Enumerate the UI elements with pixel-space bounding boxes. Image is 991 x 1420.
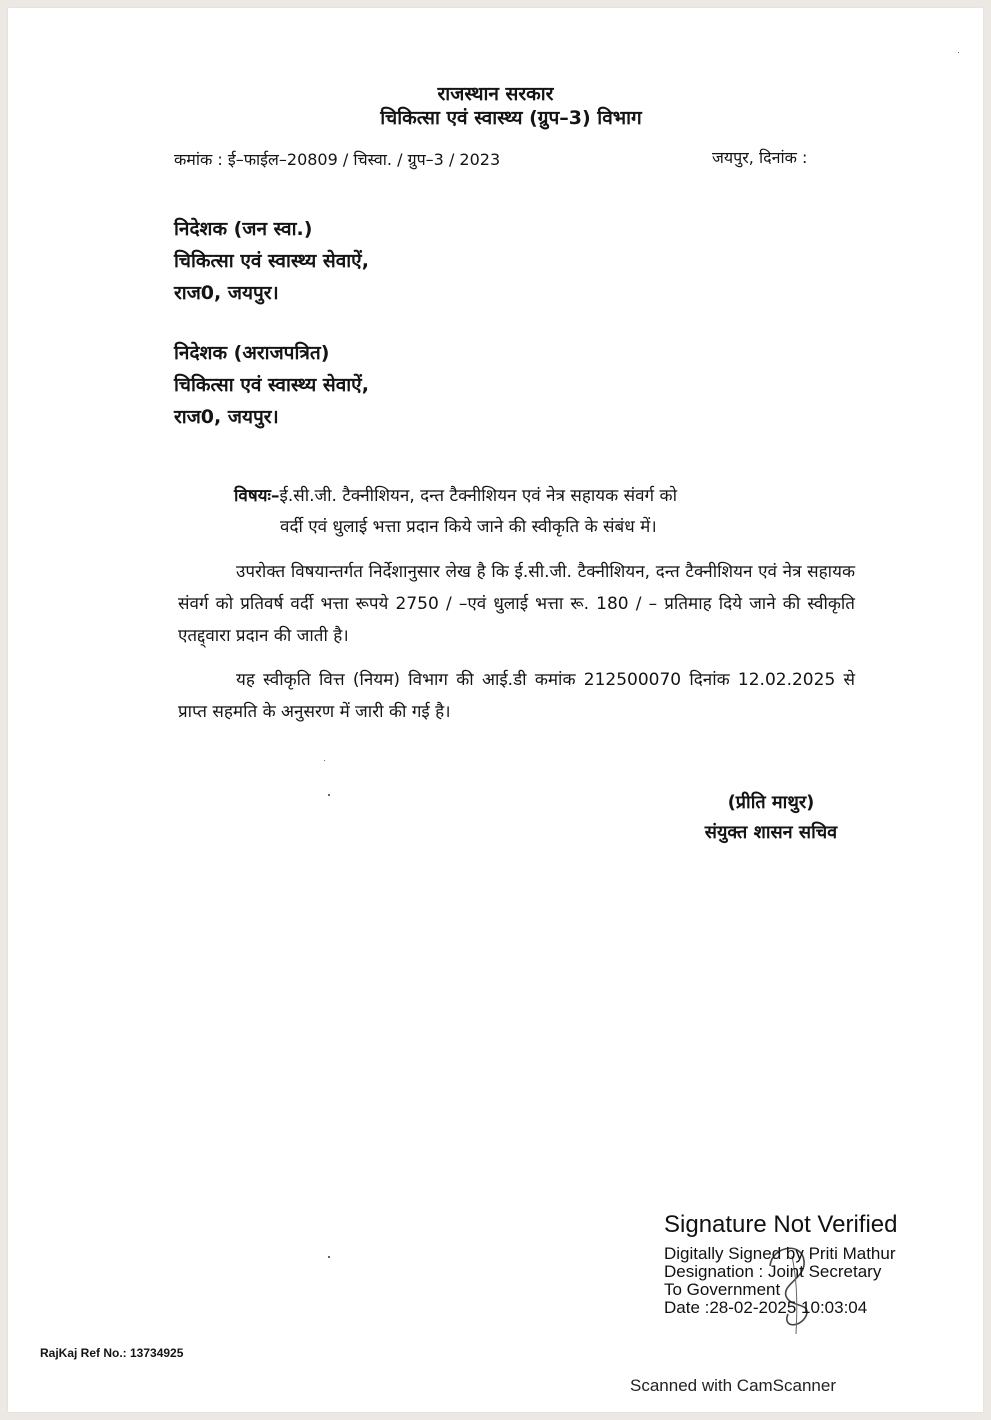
- addressee-1-title: निदेशक (जन स्वा.): [174, 218, 313, 240]
- digital-signature-block: [664, 1211, 897, 1317]
- signature-date: Date :28-02-2025 10:03:04: [664, 1298, 868, 1317]
- addressee-2-department: चिकित्सा एवं स्वास्थ्य सेवाऐं,: [174, 374, 369, 396]
- reference-number: कमांक : ई–फाईल–20809 / चिस्वा. / ग्रुप–3 / 2023: [174, 150, 501, 169]
- signatory-block: [686, 788, 856, 848]
- signatory-name: (प्रीति माथुर): [727, 792, 815, 813]
- body-paragraph-2: यह स्वीकृति वित्त (नियम) विभाग की आई.डी कमांक 212500070 दिनांक 12.02.2025 से प्राप्त सहमति के अनुसरण में जारी की गई है।: [178, 670, 855, 722]
- signer-designation: Designation : Joint Secretary: [664, 1262, 882, 1281]
- scan-speck: [328, 1256, 330, 1258]
- rajkaj-reference: RajKaj Ref No.: 13734925: [40, 1346, 184, 1360]
- addressee-1-location: राज0, जयपुर।: [174, 282, 279, 304]
- addressee-2-title: निदेशक (अराजपत्रित): [174, 342, 330, 364]
- addressee-1-department: चिकित्सा एवं स्वास्थ्य सेवाऐं,: [174, 250, 369, 272]
- scan-speck: [958, 52, 959, 53]
- department-heading: चिकित्सा एवं स्वास्थ्य (ग्रुप–3) विभाग: [380, 107, 642, 129]
- scan-speck: [328, 794, 330, 796]
- addressee-1: [174, 213, 369, 309]
- subject-label: विषयः–: [234, 486, 280, 506]
- signatory-designation: संयुक्त शासन सचिव: [704, 822, 838, 843]
- signature-status: Signature Not Verified: [664, 1211, 898, 1238]
- scan-speck: [324, 760, 325, 761]
- government-heading: राजस्थान सरकार: [437, 83, 554, 105]
- subject-line-2: वर्दी एवं धुलाई भत्ता प्रदान किये जाने की स्वीकृति के संबंध में।: [280, 517, 657, 537]
- addressee-2-location: राज0, जयपुर।: [174, 406, 279, 428]
- subject-line-1: ई.सी.जी. टैक्नीशियन, दन्त टैक्नीशियन एवं नेत्र सहायक संवर्ग को: [279, 486, 677, 506]
- body-paragraph-1: उपरोक्त विषयान्तर्गत निर्देशानुसार लेख है कि ई.सी.जी. टैक्नीशियन, दन्त टैक्नीशियन एवं नेत्र सहायक संवर्ग को प्रतिवर्ष वर्दी भत्ता रूपये 2750 / –एवं धुलाई भत्ता रू. 180 / – प्रतिमाह दिये जाने की स्वीकृति एतद्द्वारा प्रदान की जाती है।: [178, 562, 855, 646]
- place-date: जयपुर, दिनांक :: [712, 148, 808, 167]
- signer-designation-cont: To Government: [664, 1280, 781, 1299]
- signed-by: Digitally Signed by Priti Mathur: [664, 1244, 896, 1263]
- subject-block: [234, 481, 854, 543]
- addressee-2: [174, 337, 369, 433]
- camscanner-watermark: Scanned with CamScanner: [630, 1376, 837, 1395]
